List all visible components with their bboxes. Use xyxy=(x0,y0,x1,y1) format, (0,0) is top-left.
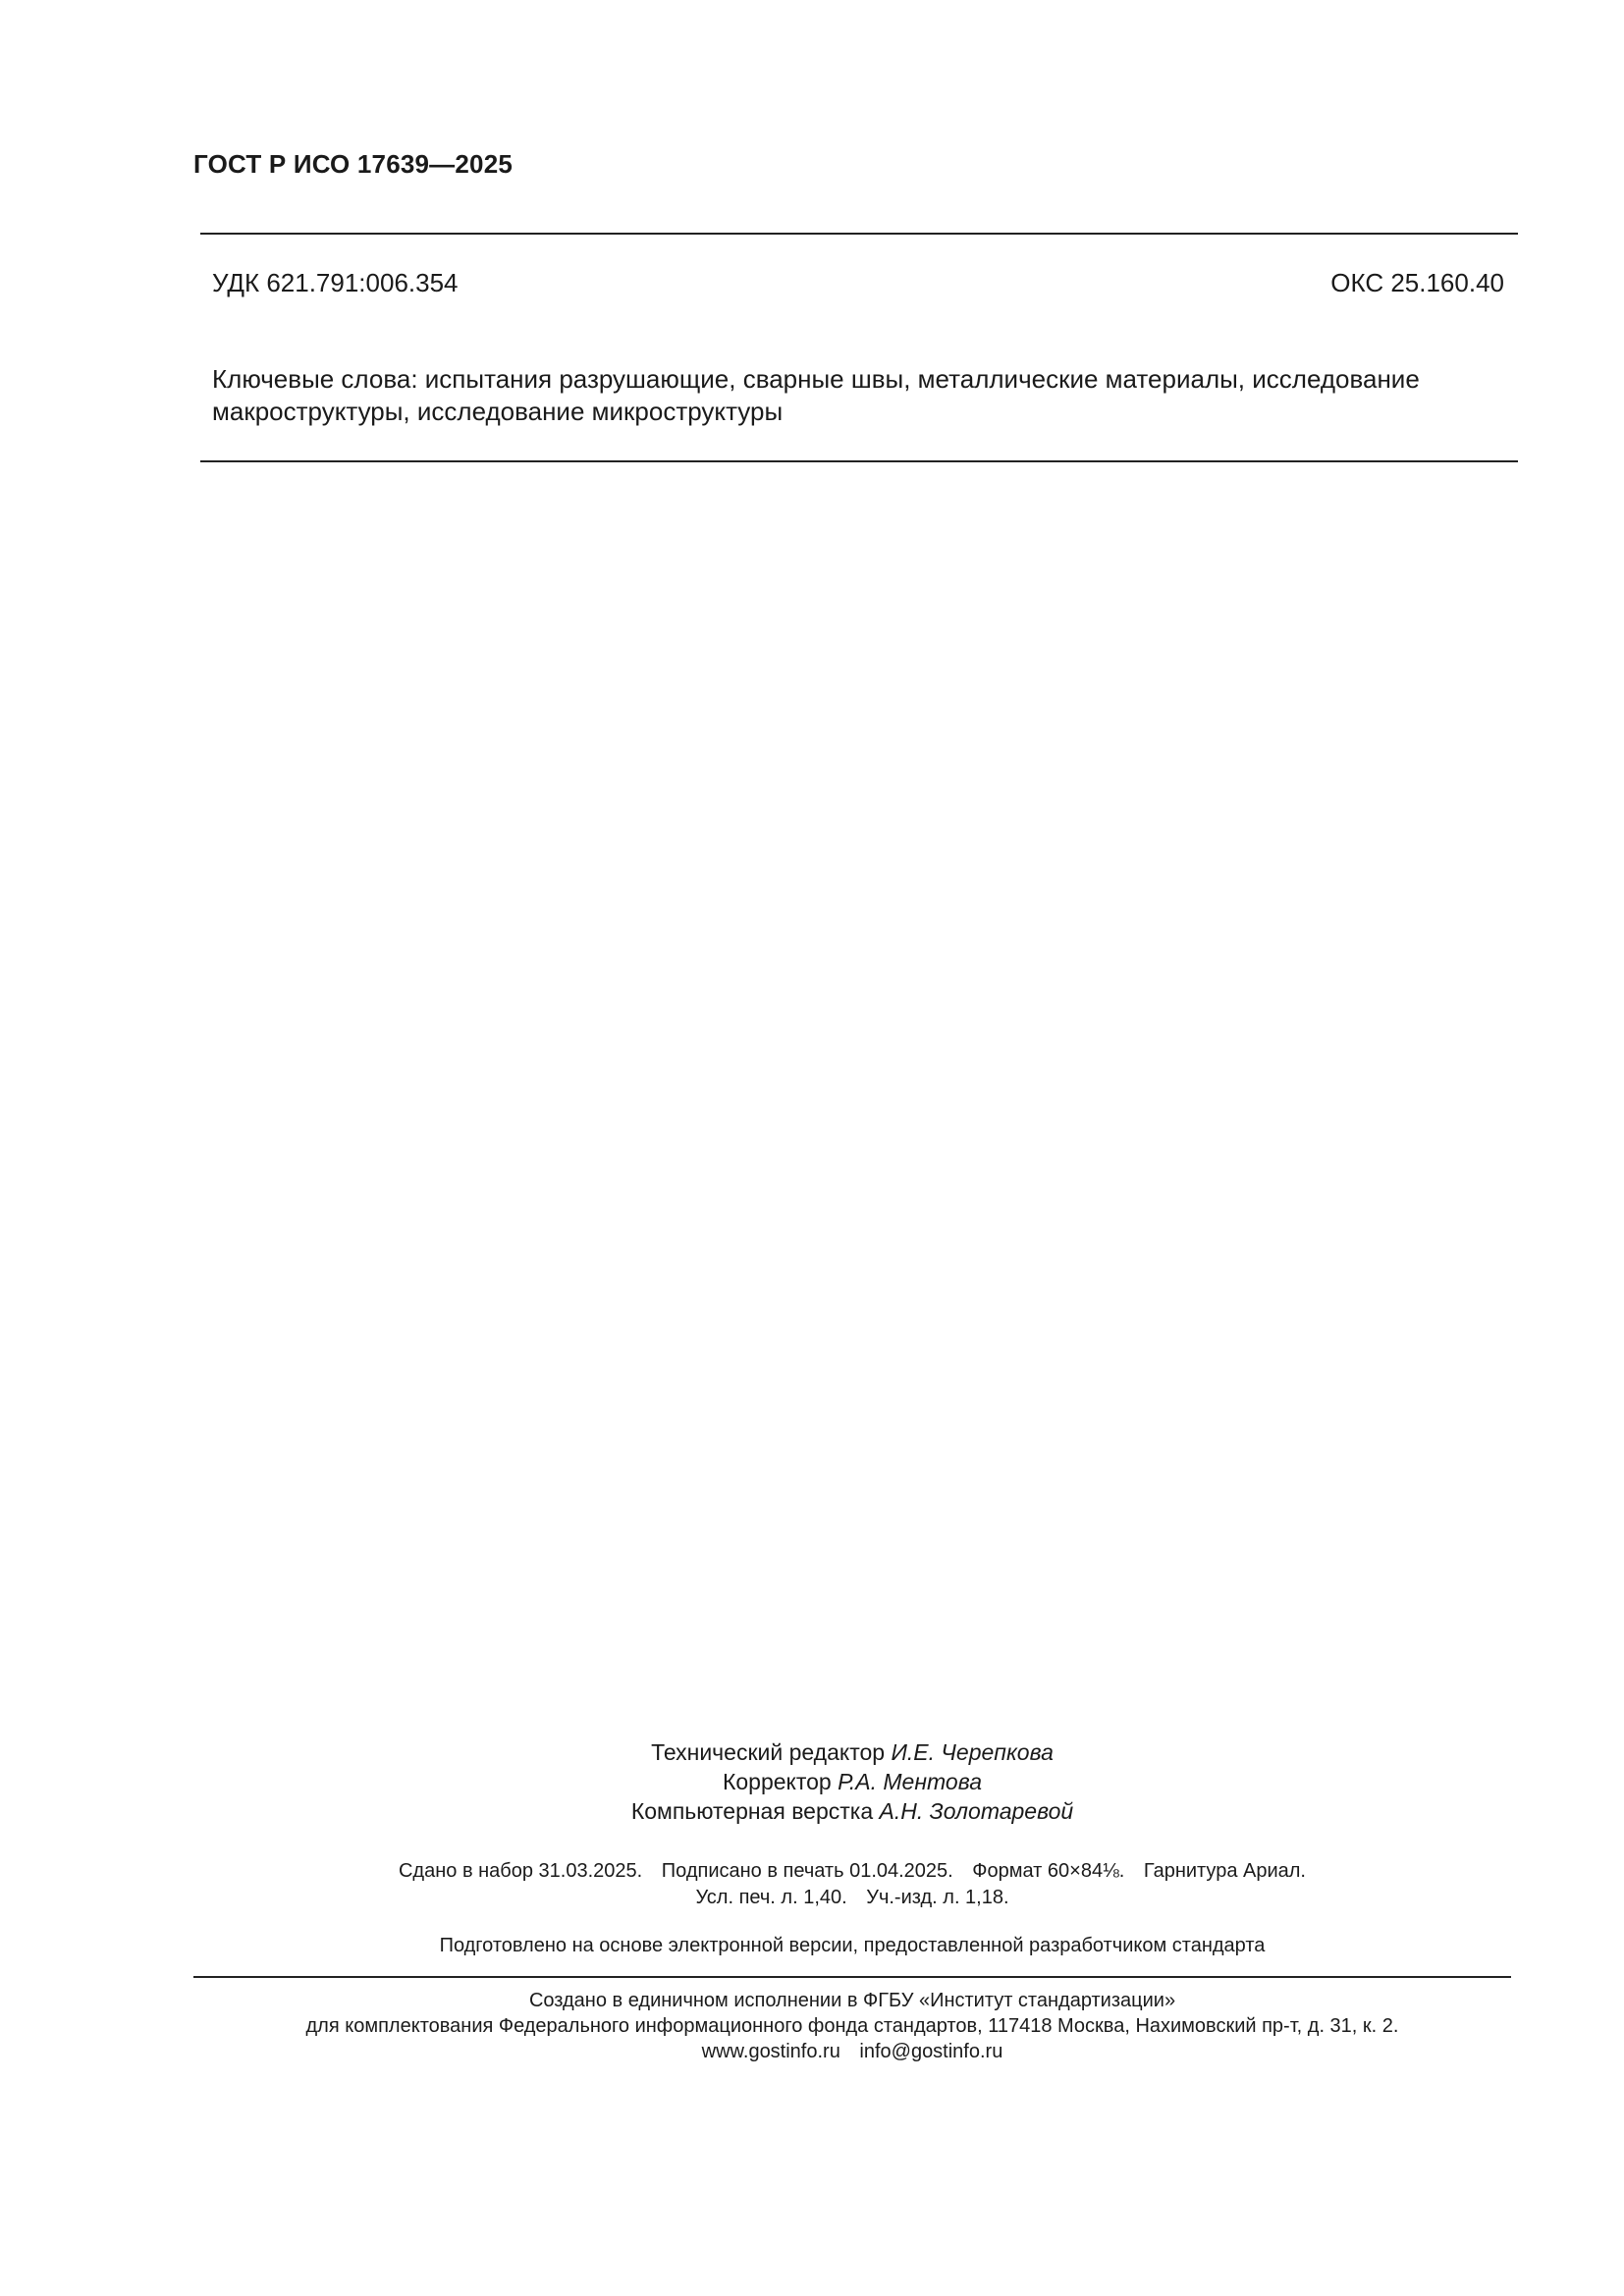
prepared-note: Подготовлено на основе электронной версии, предоставленной разработчиком стандарта xyxy=(439,1935,1266,1956)
email-link[interactable]: info@gostinfo.ru xyxy=(859,2041,1003,2062)
footer-block xyxy=(0,1988,1624,2064)
print-info-block xyxy=(0,1858,1624,1911)
layout-label: Компьютерная верстка xyxy=(630,1798,874,1824)
print-info-line-2 xyxy=(0,1885,1624,1911)
publisher-sheets: Уч.-изд. л. 1,18. xyxy=(866,1887,1009,1908)
footer-line-1: Создано в единичном исполнении в ФГБУ «Институт стандартизации» xyxy=(528,1990,1176,2011)
oks-code: ОКС 25.160.40 xyxy=(1330,268,1504,297)
layout-line xyxy=(0,1796,1624,1826)
corrector-name: Р.А. Ментова xyxy=(838,1769,982,1794)
print-sheets: Усл. печ. л. 1,40. xyxy=(695,1887,847,1908)
keywords-text: Ключевые слова: испытания разрушающие, сварные швы, металлические материалы, исследование макроструктуры, исследование микроструктуры xyxy=(212,364,1420,426)
tech-editor-label: Технический редактор xyxy=(651,1739,886,1765)
footer-links xyxy=(0,2039,1624,2064)
corrector-label: Корректор xyxy=(722,1769,832,1794)
credits-block xyxy=(0,1737,1624,1826)
submitted-date: Сдано в набор 31.03.2025. xyxy=(398,1860,643,1882)
footer-divider xyxy=(193,1976,1511,1978)
typeface: Гарнитура Ариал. xyxy=(1143,1860,1306,1882)
top-divider xyxy=(200,233,1518,235)
print-info-line-1 xyxy=(0,1858,1624,1885)
standard-number: ГОСТ Р ИСО 17639—2025 xyxy=(193,149,514,179)
tech-editor-name: И.Е. Черепкова xyxy=(891,1739,1054,1765)
signed-date: Подписано в печать 01.04.2025. xyxy=(661,1860,953,1882)
layout-name: А.Н. Золотаревой xyxy=(879,1798,1074,1824)
keywords-divider xyxy=(200,460,1518,462)
website-link[interactable]: www.gostinfo.ru xyxy=(701,2041,840,2062)
footer-line-2: для комплектования Федерального информационного фонда стандартов, 117418 Москва, Нахимовский пр-т, д. 31, к. 2. xyxy=(305,2015,1399,2037)
udc-code: УДК 621.791:006.354 xyxy=(212,268,459,297)
paper-format: Формат 60×84⅛. xyxy=(972,1860,1125,1882)
tech-editor-line xyxy=(0,1737,1624,1767)
corrector-line xyxy=(0,1767,1624,1796)
